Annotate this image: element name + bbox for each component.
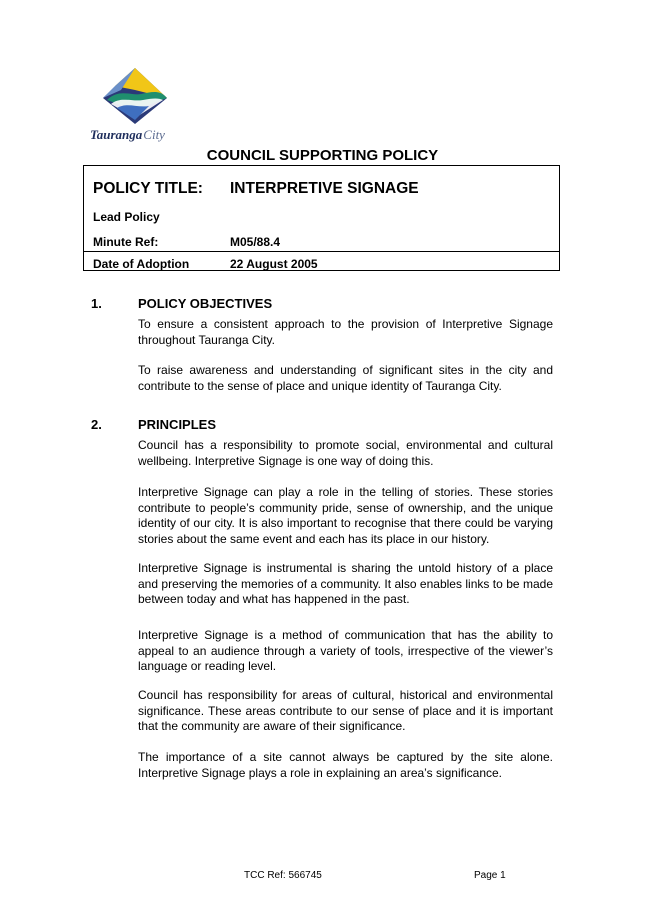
document-title: COUNCIL SUPPORTING POLICY [206,147,439,164]
adoption-date-label: Date of Adoption [93,257,190,271]
minute-ref-value: M05/88.4 [230,235,281,249]
section-heading: POLICY OBJECTIVES [138,296,273,311]
logo-text-main: Tauranga [90,127,143,142]
paragraph: To ensure a consistent approach to the provision of Interpretive Signage throughout Tauranga City. [138,317,553,347]
footer-reference: TCC Ref: 566745 [244,870,322,881]
paragraph: Interpretive Signage is instrumental is sharing the untold history of a place and preserving the memories of a community. It also enables links to be made between today and what has happened in the past. [138,561,553,606]
section-number: 2. [91,417,102,432]
paragraph: Council has a responsibility to promote social, environmental and cultural wellbeing. Interpretive Signage is one way of doing this. [138,438,553,468]
section-number: 1. [91,296,102,311]
policy-title-label: POLICY TITLE: [93,180,203,197]
policy-info-box [83,165,560,271]
paragraph: The importance of a site cannot always be captured by the site alone. Interpretive Signage plays a role in explaining an area’s significance. [138,750,553,780]
footer-page-number: Page 1 [474,870,506,881]
logo-text-suffix: City [143,127,165,142]
minute-ref-label: Minute Ref: [93,235,159,249]
logo-wordmark [90,127,165,143]
paragraph: Council has responsibility for areas of cultural, historical and environmental significance. These areas contribute to our sense of place and it is important that the community are aware of their significance. [138,688,553,733]
adoption-date-value: 22 August 2005 [230,257,318,271]
paragraph: Interpretive Signage can play a role in the telling of stories. These stories contribute to people’s community pride, sense of ownership, and the unique identity of our city. It is also important to recognise that there could be varying stories about the same event and each has its place in our history. [138,485,553,546]
section-heading: PRINCIPLES [138,417,217,432]
tauranga-city-logo [90,66,180,148]
paragraph: Interpretive Signage is a method of communication that has the ability to appeal to an audience through a variety of tools, irrespective of the viewer’s language or reading level. [138,628,553,673]
paragraph: To raise awareness and understanding of significant sites in the city and contribute to the sense of place and unique identity of Tauranga City. [138,363,553,393]
box-divider [84,251,559,252]
policy-title-value: INTERPRETIVE SIGNAGE [230,180,419,197]
logo-emblem-icon [101,66,169,126]
lead-policy-label: Lead Policy [93,210,160,224]
